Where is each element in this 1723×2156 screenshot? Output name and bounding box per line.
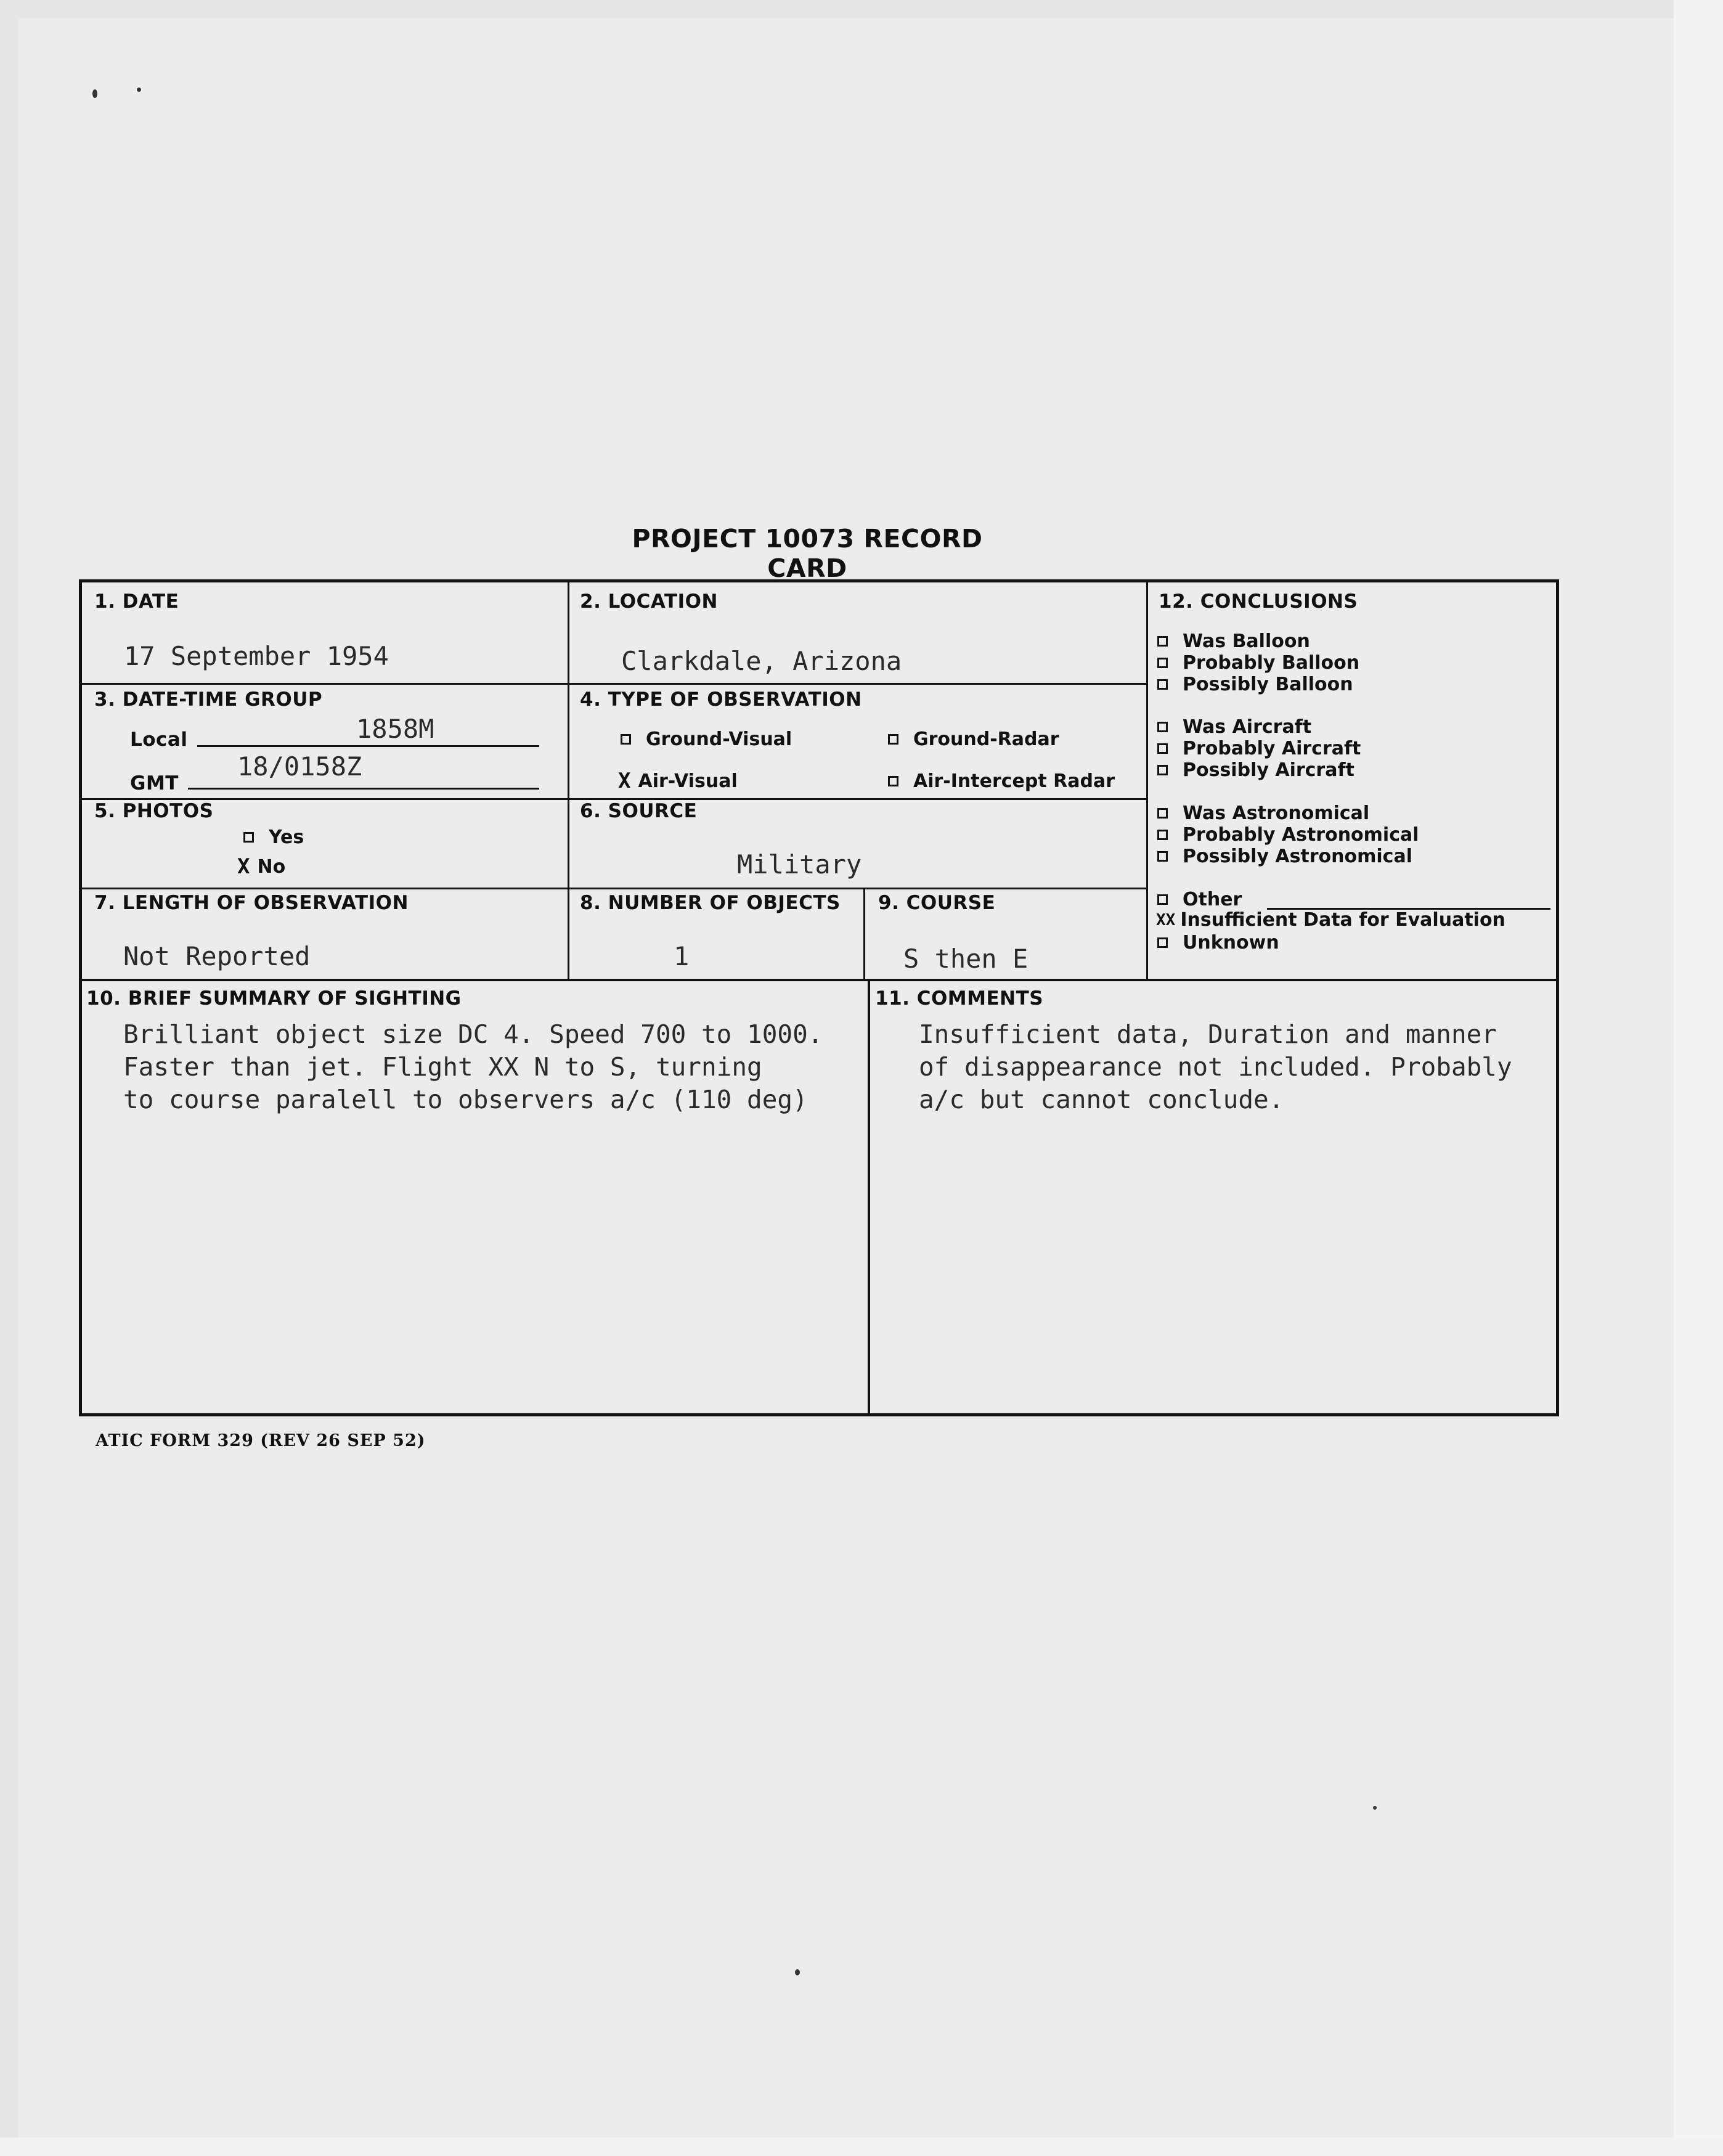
checked-x-icon: X (237, 854, 250, 879)
option-photos-yes[interactable]: Yes (243, 827, 304, 848)
type-label: 4. TYPE OF OBSERVATION (580, 688, 862, 711)
comments-line: a/c but cannot conclude. (919, 1085, 1284, 1114)
divider (568, 582, 569, 980)
checkbox-icon (1157, 851, 1168, 862)
conclusion-probably-astronomical[interactable]: Probably Astronomical (1157, 824, 1419, 846)
conclusions-label: 12. CONCLUSIONS (1159, 590, 1358, 613)
conclusion-probably-aircraft[interactable]: Probably Aircraft (1157, 738, 1361, 759)
checkbox-icon (1157, 743, 1168, 754)
option-air-visual[interactable]: X Air-Visual (618, 769, 738, 793)
conclusion-probably-balloon[interactable]: Probably Balloon (1157, 652, 1359, 674)
conclusion-other[interactable]: Other (1157, 889, 1242, 910)
scan-speck (137, 88, 141, 92)
dtg-label: 3. DATE-TIME GROUP (94, 688, 323, 711)
checkbox-icon (1157, 679, 1168, 690)
date-value: 17 September 1954 (124, 641, 389, 671)
dtg-local-label: Local (130, 729, 188, 751)
photos-label: 5. PHOTOS (94, 800, 214, 822)
checkbox-icon (1157, 894, 1168, 905)
checkbox-icon (1157, 937, 1168, 948)
scan-speck (795, 1969, 800, 1975)
summary-label: 10. BRIEF SUMMARY OF SIGHTING (86, 987, 462, 1010)
option-ground-visual[interactable]: Ground-Visual (621, 729, 792, 750)
divider (1146, 582, 1148, 980)
summary-line: to course paralell to observers a/c (110 deg) (123, 1085, 808, 1114)
objects-value: 1 (674, 941, 690, 971)
form-footer: ATIC FORM 329 (REV 26 SEP 52) (96, 1431, 426, 1450)
conclusion-possibly-balloon[interactable]: Possibly Balloon (1157, 674, 1353, 695)
scan-edge-bottom (0, 2138, 1723, 2156)
location-value: Clarkdale, Arizona (621, 646, 902, 676)
conclusion-was-balloon[interactable]: Was Balloon (1157, 631, 1310, 652)
length-label: 7. LENGTH OF OBSERVATION (94, 892, 409, 914)
length-value: Not Reported (123, 941, 311, 971)
course-label: 9. COURSE (878, 892, 996, 914)
source-label: 6. SOURCE (580, 800, 698, 822)
checkbox-icon (1157, 722, 1168, 732)
course-value: S then E (903, 944, 1029, 974)
checkbox-icon (1157, 636, 1168, 647)
checkbox-icon (1157, 765, 1168, 775)
record-card (79, 579, 1559, 1416)
date-label: 1. DATE (94, 590, 179, 613)
divider (82, 888, 1146, 889)
option-air-intercept-radar[interactable]: Air-Intercept Radar (888, 770, 1115, 792)
checkbox-icon (243, 832, 254, 843)
objects-label: 8. NUMBER OF OBJECTS (580, 892, 841, 914)
summary-line: Faster than jet. Flight XX N to S, turning (123, 1052, 762, 1082)
dtg-gmt-underline (188, 788, 539, 790)
option-photos-no[interactable]: X No (237, 854, 286, 879)
card-title: PROJECT 10073 RECORD CARD (632, 524, 983, 583)
comments-line: of disappearance not included. Probably (919, 1052, 1512, 1082)
dtg-local-value: 1858M (356, 714, 434, 744)
checked-x-icon: XX (1156, 910, 1176, 929)
checkbox-icon (1157, 830, 1168, 840)
checked-x-icon: X (618, 769, 631, 793)
comments-line: Insufficient data, Duration and manner (919, 1019, 1497, 1049)
conclusion-unknown[interactable]: Unknown (1157, 932, 1279, 953)
dtg-gmt-value: 18/0158Z (237, 751, 362, 782)
scan-speck (1373, 1806, 1377, 1810)
location-label: 2. LOCATION (580, 590, 718, 613)
dtg-gmt-label: GMT (130, 772, 179, 794)
conclusion-possibly-astronomical[interactable]: Possibly Astronomical (1157, 846, 1412, 867)
divider (82, 683, 1146, 685)
checkbox-icon (888, 776, 898, 786)
conclusion-was-astronomical[interactable]: Was Astronomical (1157, 802, 1369, 824)
checkbox-icon (888, 734, 898, 745)
scan-speck (92, 89, 97, 98)
summary-line: Brilliant object size DC 4. Speed 700 to 1000. (123, 1019, 823, 1049)
option-ground-radar[interactable]: Ground-Radar (888, 729, 1059, 750)
divider (863, 889, 865, 980)
dtg-local-underline (197, 745, 539, 747)
checkbox-icon (1157, 658, 1168, 668)
conclusion-insufficient-data[interactable]: XX Insufficient Data for Evaluation (1156, 909, 1505, 931)
comments-label: 11. COMMENTS (875, 987, 1044, 1010)
source-value: Military (737, 849, 862, 880)
checkbox-icon (621, 734, 631, 745)
conclusion-possibly-aircraft[interactable]: Possibly Aircraft (1157, 759, 1354, 781)
divider (868, 980, 870, 1416)
scan-edge-right (1674, 0, 1723, 2156)
divider (82, 979, 1559, 981)
checkbox-icon (1157, 808, 1168, 819)
conclusion-was-aircraft[interactable]: Was Aircraft (1157, 716, 1311, 738)
